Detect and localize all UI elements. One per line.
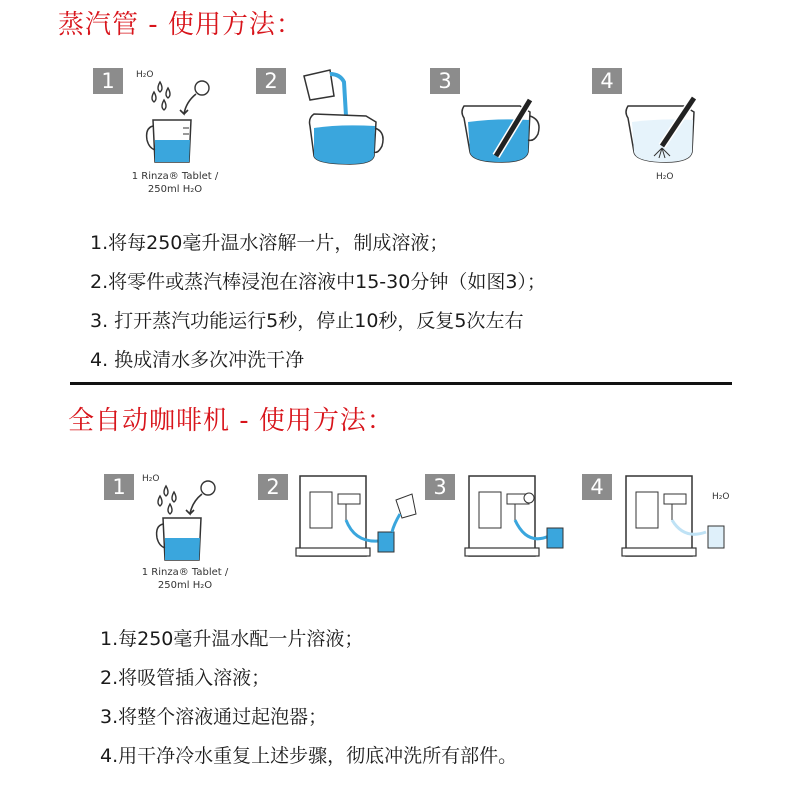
step-text: 2.将零件或蒸汽棒浸泡在溶液中15-30分钟（如图3）；: [90, 271, 546, 293]
water-label-step4: H₂O: [712, 492, 730, 502]
water-label: H₂O: [136, 70, 154, 80]
water-label-step4: H₂O: [656, 172, 674, 182]
step-2-badge: 2: [256, 68, 286, 94]
step-4-badge: 4: [582, 474, 612, 500]
measuring-jug-icon: [155, 516, 215, 566]
wand-soak-icon: [460, 96, 550, 166]
coffee-machine-rinse-icon: [622, 470, 732, 560]
step-text: 4. 换成清水多次冲洗干净: [90, 349, 305, 371]
tablet-caption-line2: 250ml H₂O: [157, 580, 213, 591]
tablet-caption: [130, 566, 240, 592]
coffee-machine-steps: [100, 620, 517, 776]
pour-pitcher-icon: [300, 66, 380, 166]
steam-wand-steps: [90, 224, 546, 380]
coffee-machine-pour-icon: [296, 470, 426, 560]
step-4-badge: 4: [592, 68, 622, 94]
step-text: 3. 打开蒸汽功能运行5秒，停止10秒，反复5次左右: [90, 310, 524, 332]
wand-steam-icon: [624, 96, 714, 166]
section-title-steam-wand: 蒸汽管 - 使用方法：: [58, 10, 303, 40]
tablet-caption-line2: 250ml H₂O: [147, 184, 203, 195]
section-divider: [70, 382, 732, 385]
step-text: 1.每250毫升温水配一片溶液；: [100, 628, 364, 650]
step-3-badge: 3: [425, 474, 455, 500]
tablet-caption: [120, 170, 230, 196]
step-text: 3.将整个溶液通过起泡器；: [100, 706, 328, 728]
step-text: 1.将每250毫升温水溶解一片，制成溶液；: [90, 232, 449, 254]
step-1-badge: 1: [93, 68, 123, 94]
step-3-badge: 3: [430, 68, 460, 94]
step-1-badge: 1: [104, 474, 134, 500]
water-label: H₂O: [142, 474, 160, 484]
tablet-caption-line1: 1 Rinza® Tablet /: [131, 171, 219, 182]
measuring-jug-icon: [145, 118, 205, 168]
coffee-machine-run-icon: [465, 470, 575, 560]
step-text: 2.将吸管插入溶液；: [100, 667, 271, 689]
tablet-caption-line1: 1 Rinza® Tablet /: [141, 567, 229, 578]
section-title-coffee-machine: 全自动咖啡机 - 使用方法：: [68, 406, 394, 436]
step-text: 4.用干净冷水重复上述步骤，彻底冲洗所有部件。: [100, 745, 518, 767]
step-2-badge: 2: [258, 474, 288, 500]
